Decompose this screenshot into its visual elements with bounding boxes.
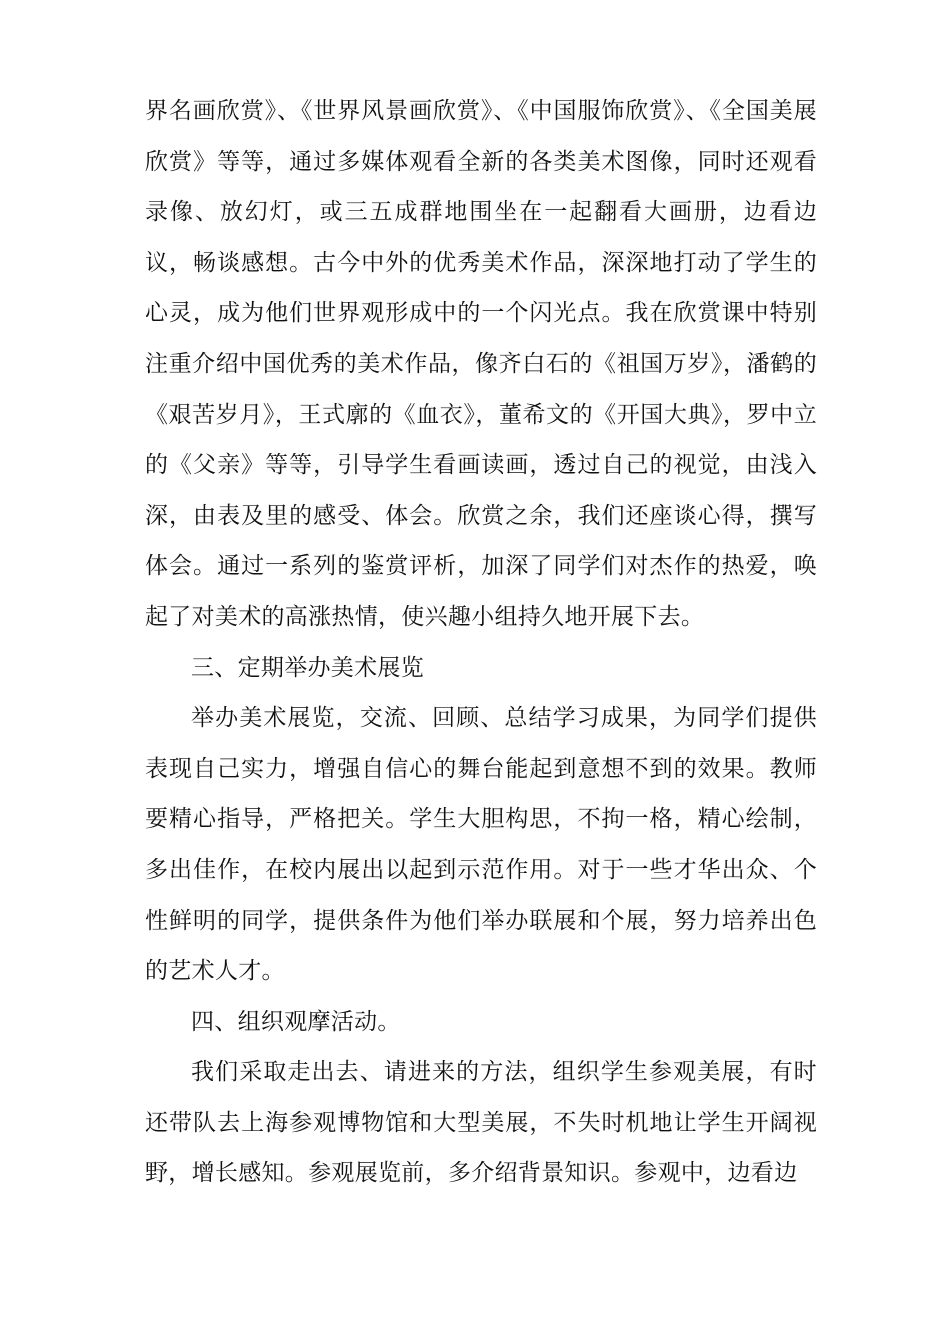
paragraph-section-3: 举办美术展览，交流、回顾、总结学习成果，为同学们提供表现自己实力，增强自信心的舞台能起到意想不到的效果。教师要精心指导，严格把关。学生大胆构思，不拘一格，精心绘制，多出佳作，在校内展出以起到示范作用。对于一些才华出众、个性鲜明的同学，提供条件为他们举办联展和个展，努力培养出色的艺术人才。 bbox=[145, 705, 817, 985]
document-body bbox=[145, 86, 817, 1199]
paragraph-continuation: 界名画欣赏》、《世界风景画欣赏》、《中国服饰欣赏》、《全国美展欣赏》等等，通过多媒体观看全新的各类美术图像，同时还观看录像、放幻灯，或三五成群地围坐在一起翻看大画册，边看边议，畅谈感想。古今中外的优秀美术作品，深深地打动了学生的心灵，成为他们世界观形成中的一个闪光点。我在欣赏课中特别注重介绍中国优秀的美术作品，像齐白石的《祖国万岁》，潘鹤的《艰苦岁月》，王式廓的《血衣》，董希文的《开国大典》，罗中立的《父亲》等等，引导学生看画读画，透过自己的视觉，由浅入深，由表及里的感受、体会。欣赏之余，我们还座谈心得，撰写体会。通过一系列的鉴赏评析，加深了同学们对杰作的热爱，唤起了对美术的高涨热情，使兴趣小组持久地开展下去。 bbox=[145, 98, 817, 630]
section-heading-3: 三、定期举办美术展览 bbox=[191, 654, 424, 681]
section-heading-4: 四、组织观摩活动。 bbox=[191, 1008, 401, 1035]
paragraph-section-4: 我们采取走出去、请进来的方法，组织学生参观美展，有时还带队去上海参观博物馆和大型美展，不失时机地让学生开阔视野，增长感知。参观展览前，多介绍背景知识。参观中，边看边 bbox=[145, 1059, 817, 1187]
